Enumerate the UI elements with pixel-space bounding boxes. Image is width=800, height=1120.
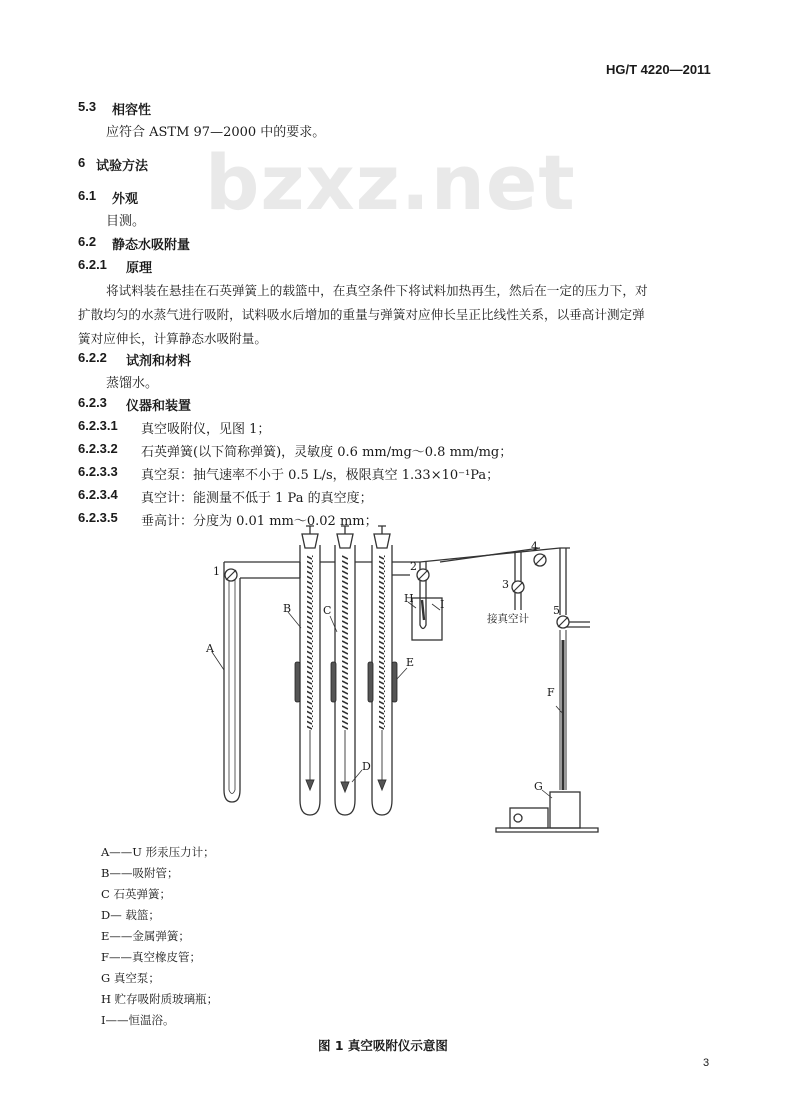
quartz-spring [307, 555, 313, 730]
section-number: 6.2.3 [78, 395, 107, 410]
section-number: 6.2.2 [78, 350, 107, 365]
label-G: G [534, 780, 543, 793]
paragraph-line: 簧对应伸长，计算静态水吸附量。 [78, 331, 267, 346]
figure-caption: 图 1 真空吸附仪示意图 [318, 1038, 448, 1053]
section-title: 外观 [112, 192, 139, 207]
label-gauge: 接真空计 [487, 613, 529, 625]
item-number: 6.2.3.3 [78, 464, 118, 479]
legend-item: C 石英弹簧； [101, 887, 171, 901]
legend-item: F——真空橡皮管； [101, 950, 201, 964]
label-1: 1 [213, 565, 220, 578]
section-number: 5.3 [78, 99, 97, 114]
paragraph-line: 将试料装在悬挂在石英弹簧上的载篮中，在真空条件下将试料加热再生，然后在一定的压力下，对 [106, 283, 648, 298]
section-title: 原理 [126, 261, 153, 276]
label-4: 4 [531, 540, 538, 553]
section-title: 试验方法 [96, 159, 149, 174]
metal-spring [331, 662, 336, 702]
page-number: 3 [703, 1057, 710, 1069]
label-3: 3 [502, 578, 509, 591]
section-body: 应符合 ASTM 97—2000 中的要求。 [106, 125, 326, 140]
section-number: 6.1 [78, 188, 97, 203]
legend-item: B——吸附管； [101, 866, 179, 880]
quartz-spring [379, 555, 385, 730]
legend-item: I——恒温浴。 [101, 1013, 175, 1027]
section-body: 目测。 [106, 214, 146, 229]
quartz-spring [342, 555, 348, 730]
legend-item: G 真空泵； [101, 971, 160, 985]
constant-temp-bath [412, 598, 445, 640]
basket [341, 782, 349, 792]
label-5: 5 [553, 604, 560, 617]
legend-item: E——金属弹簧； [101, 929, 190, 943]
section-title: 静态水吸附量 [112, 238, 191, 253]
label-B: B [283, 602, 292, 615]
item-number: 6.2.3.5 [78, 510, 118, 525]
section-number: 6 [78, 155, 86, 170]
watermark: bzxz.net [205, 138, 576, 227]
section-number: 6.2 [78, 234, 97, 249]
legend-item: H 贮存吸附质玻璃瓶； [101, 992, 219, 1006]
paragraph-line: 扩散均匀的水蒸气进行吸附，试料吸水后增加的重量与弹簧对应伸长呈正比线性关系，以垂高计测定弹 [78, 307, 645, 322]
section-title: 仪器和装置 [126, 399, 192, 414]
section-body: 蒸馏水。 [106, 376, 159, 391]
label-2: 2 [410, 560, 417, 573]
legend-item: A——U 形汞压力计； [101, 845, 215, 859]
metal-spring [392, 662, 397, 702]
item-number: 6.2.3.1 [78, 418, 118, 433]
section-title: 相容性 [112, 103, 152, 118]
legend-item: D— 载篮； [101, 908, 160, 922]
item-body: 真空计：能测量不低于 1 Pa 的真空度； [141, 491, 373, 506]
label-I: I [440, 598, 445, 611]
basket [378, 780, 386, 790]
u-manometer [224, 562, 240, 802]
item-number: 6.2.3.4 [78, 487, 118, 502]
label-D: D [362, 760, 371, 773]
vacuum-pump [550, 792, 580, 828]
standard-number: HG/T 4220—2011 [606, 62, 711, 77]
item-number: 6.2.3.2 [78, 441, 118, 456]
item-body: 真空泵：抽气速率不小于 0.5 L/s，极限真空 1.33×10⁻¹Pa； [141, 468, 500, 483]
label-A: A [206, 642, 214, 655]
label-C: C [323, 604, 332, 617]
section-number: 6.2.1 [78, 257, 107, 272]
label-E: E [406, 656, 415, 669]
section-title: 试剂和材料 [126, 354, 192, 369]
basket [306, 780, 314, 790]
item-body: 真空吸附仪，见图 1； [141, 422, 271, 437]
item-body: 垂高计：分度为 0.01 mm～0.02 mm； [141, 514, 378, 529]
label-H: H [404, 592, 414, 605]
label-F: F [547, 686, 555, 699]
item-body: 石英弹簧(以下简称弹簧)，灵敏度 0.6 mm/mg～0.8 mm/mg； [141, 445, 513, 460]
metal-spring [295, 662, 300, 702]
metal-spring [368, 662, 373, 702]
